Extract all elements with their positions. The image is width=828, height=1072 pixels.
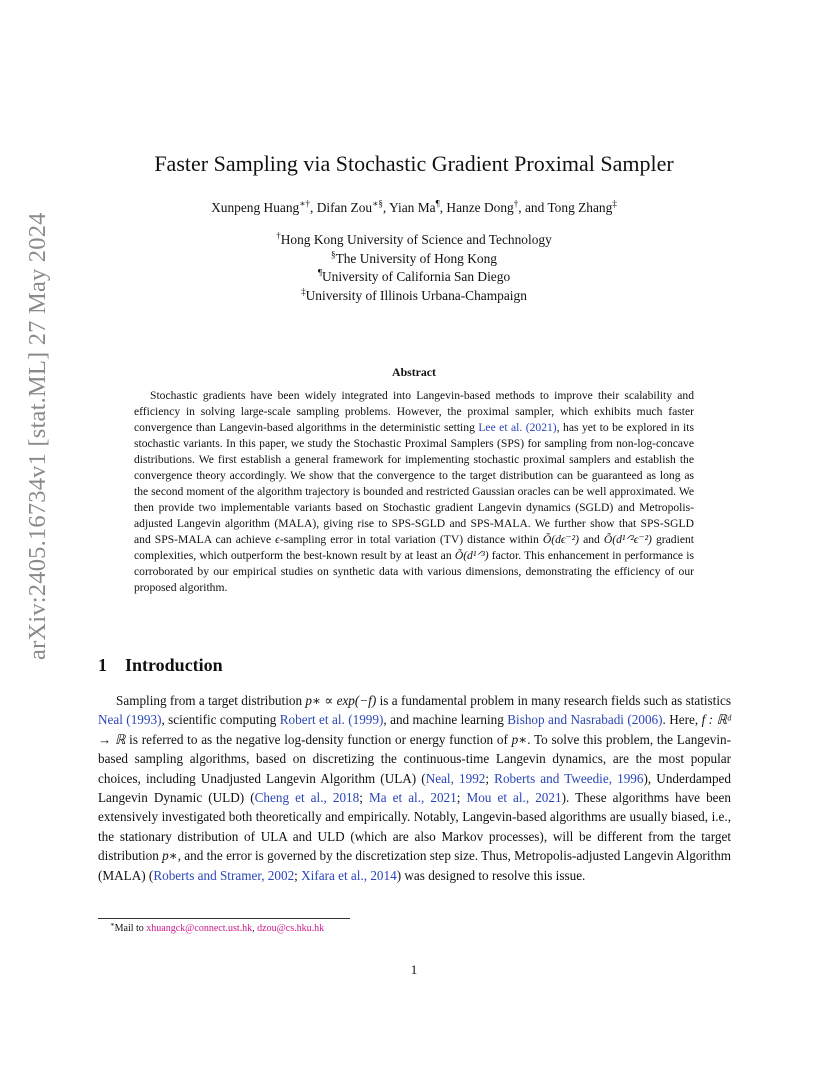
math-inline: p∗ ∝ exp(−f) [305,693,377,708]
citation-link[interactable]: Bishop and Nasrabadi (2006) [507,712,663,728]
abstract-text: Stochastic gradients have been widely integrated into Langevin-based methods to improve their scalability and efficiency in solving large-scale sampling problems. However, the proximal sampler, which exhibits much faster convergence than Langevin-based algorithms in the deterministic setting Lee et al. (2021), has yet to be explored in its stochastic variants. In this paper, we study the Stochastic Proximal Samplers (SPS) for sampling from non-log-concave distributions. We first establish a general framework for implementing stochastic proximal samplers and establish the convergence theory accordingly. We show that the convergence to the target distribution can be guaranteed as long as the second moment of the algorithm trajectory is bounded and restricted Gaussian oracles can be well approximated. We then provide two implementable variants based on Stochastic gradient Langevin dynamics (SGLD) and Metropolis-adjusted Langevin algorithm (MALA), giving rise to SPS-SGLD and SPS-MALA. We further show that SPS-SGLD and SPS-MALA can achieve ϵ-sampling error in total variation (TV) distance within Õ(dϵ⁻²) and Õ(d¹ᐟ²ϵ⁻²) gradient complexities, which outperform the best-known result by at least an Õ(d¹ᐟ³) factor. This enhancement in performance is corroborated by our empirical studies on synthetic data with various dimensions, demonstrating the efficiency of our proposed algorithm. [134,389,694,594]
footnote-mark: ∗ [110,921,115,929]
email-link[interactable]: xhuangck@connect.ust.hk [146,923,253,934]
math-epsilon: ϵ [275,533,280,546]
affiliation: ‡University of Illinois Urbana-Champaign [301,286,527,303]
author-list: Xunpeng Huang∗†, Difan Zou∗§, Yian Ma¶, Hanze Dong†, and Tong Zhang‡ [211,198,617,215]
citation-link[interactable]: Neal (1993) [98,712,162,728]
affiliation-list [0,231,828,305]
author-mark: ∗† [299,198,310,209]
author-mark: † [513,198,519,209]
section-title: Introduction [125,655,223,675]
math-inline: p∗ [162,848,178,864]
math-inline: p∗ [511,731,528,747]
math-inline: f : ℝᵈ → ℝ [98,712,731,747]
affiliation: §The University of Hong Kong [331,249,497,266]
author-name: Hanze Dong [446,200,514,215]
citation-link[interactable]: Neal, 1992 [425,770,486,786]
author-mark: ¶ [435,198,440,209]
intro-paragraph: Sampling from a target distribution p∗ ∝ exp(−f) is a fundamental problem in many research fields such as statistics Neal (1993), scientific computing Robert et al. (1999), and machine learning Bishop and Nasrabadi (2006). Here, f : ℝᵈ → ℝ is referred to as the negative log-density function or energy function of p∗. To solve this problem, the Langevin-based sampling algorithms, based on discretizing the continuous-time Langevin dynamics, are the most popular choices, including Unadjusted Langevin Algorithm (ULA) (Neal, 1992; Roberts and Tweedie, 1996), Underdamped Langevin Dynamic (ULD) (Cheng et al., 2018; Ma et al., 2021; Mou et al., 2021). These algorithms have been extensively investigated both theoretically and empirically. Notably, Langevin-based algorithms are usually biased, i.e., the stationary distribution of ULA and ULD (which are also Markov processes), will be different from the target distribution p∗, and the error is governed by the discretization step size. Thus, Metropolis-adjusted Langevin Algorithm (MALA) (Roberts and Stramer, 2002; Xifara et al., 2014) was designed to resolve this issue. [98,693,732,883]
footnote: ∗Mail to xhuangck@connect.ust.hk, dzou@cs.hku.hk [110,921,325,934]
author-name: Tong Zhang [547,200,613,215]
section-number: 1 [98,655,107,675]
paper-title: Faster Sampling via Stochastic Gradient Proximal Sampler [154,151,674,176]
math-complexity: Õ(d¹ᐟ²ϵ⁻²) [603,533,652,546]
affiliation: †Hong Kong University of Science and Technology [276,230,552,247]
page-number: 1 [410,962,418,977]
author-name: Xunpeng Huang [211,200,300,215]
citation-link[interactable]: Cheng et al., 2018 [254,790,360,806]
citation-link[interactable]: Roberts and Stramer, 2002 [153,867,295,883]
author-mark: ∗§ [372,198,383,209]
arxiv-identifier: arXiv:2405.16734v1 [stat.ML] 27 May 2024 [24,212,51,660]
abstract-heading: Abstract [392,365,436,379]
citation-link[interactable]: Xifara et al., 2014 [301,867,397,883]
citation-link[interactable]: Lee et al. (2021) [478,421,557,434]
math-complexity: Õ(dϵ⁻²) [542,533,580,546]
citation-link[interactable]: Roberts and Tweedie, 1996 [494,770,644,786]
math-complexity: Õ(d¹ᐟ³) [454,549,489,562]
author-name: Yian Ma [389,200,436,215]
citation-link[interactable]: Robert et al. (1999) [279,712,384,728]
email-link[interactable]: dzou@cs.hku.hk [257,923,325,934]
citation-link[interactable]: Mou et al., 2021 [466,790,562,806]
author-name: Difan Zou [316,200,373,215]
citation-link[interactable]: Ma et al., 2021 [368,790,457,806]
author-mark: ‡ [612,198,617,209]
affiliation: ¶University of California San Diego [317,267,511,284]
footnote-divider [98,918,350,919]
section-heading [98,655,223,676]
